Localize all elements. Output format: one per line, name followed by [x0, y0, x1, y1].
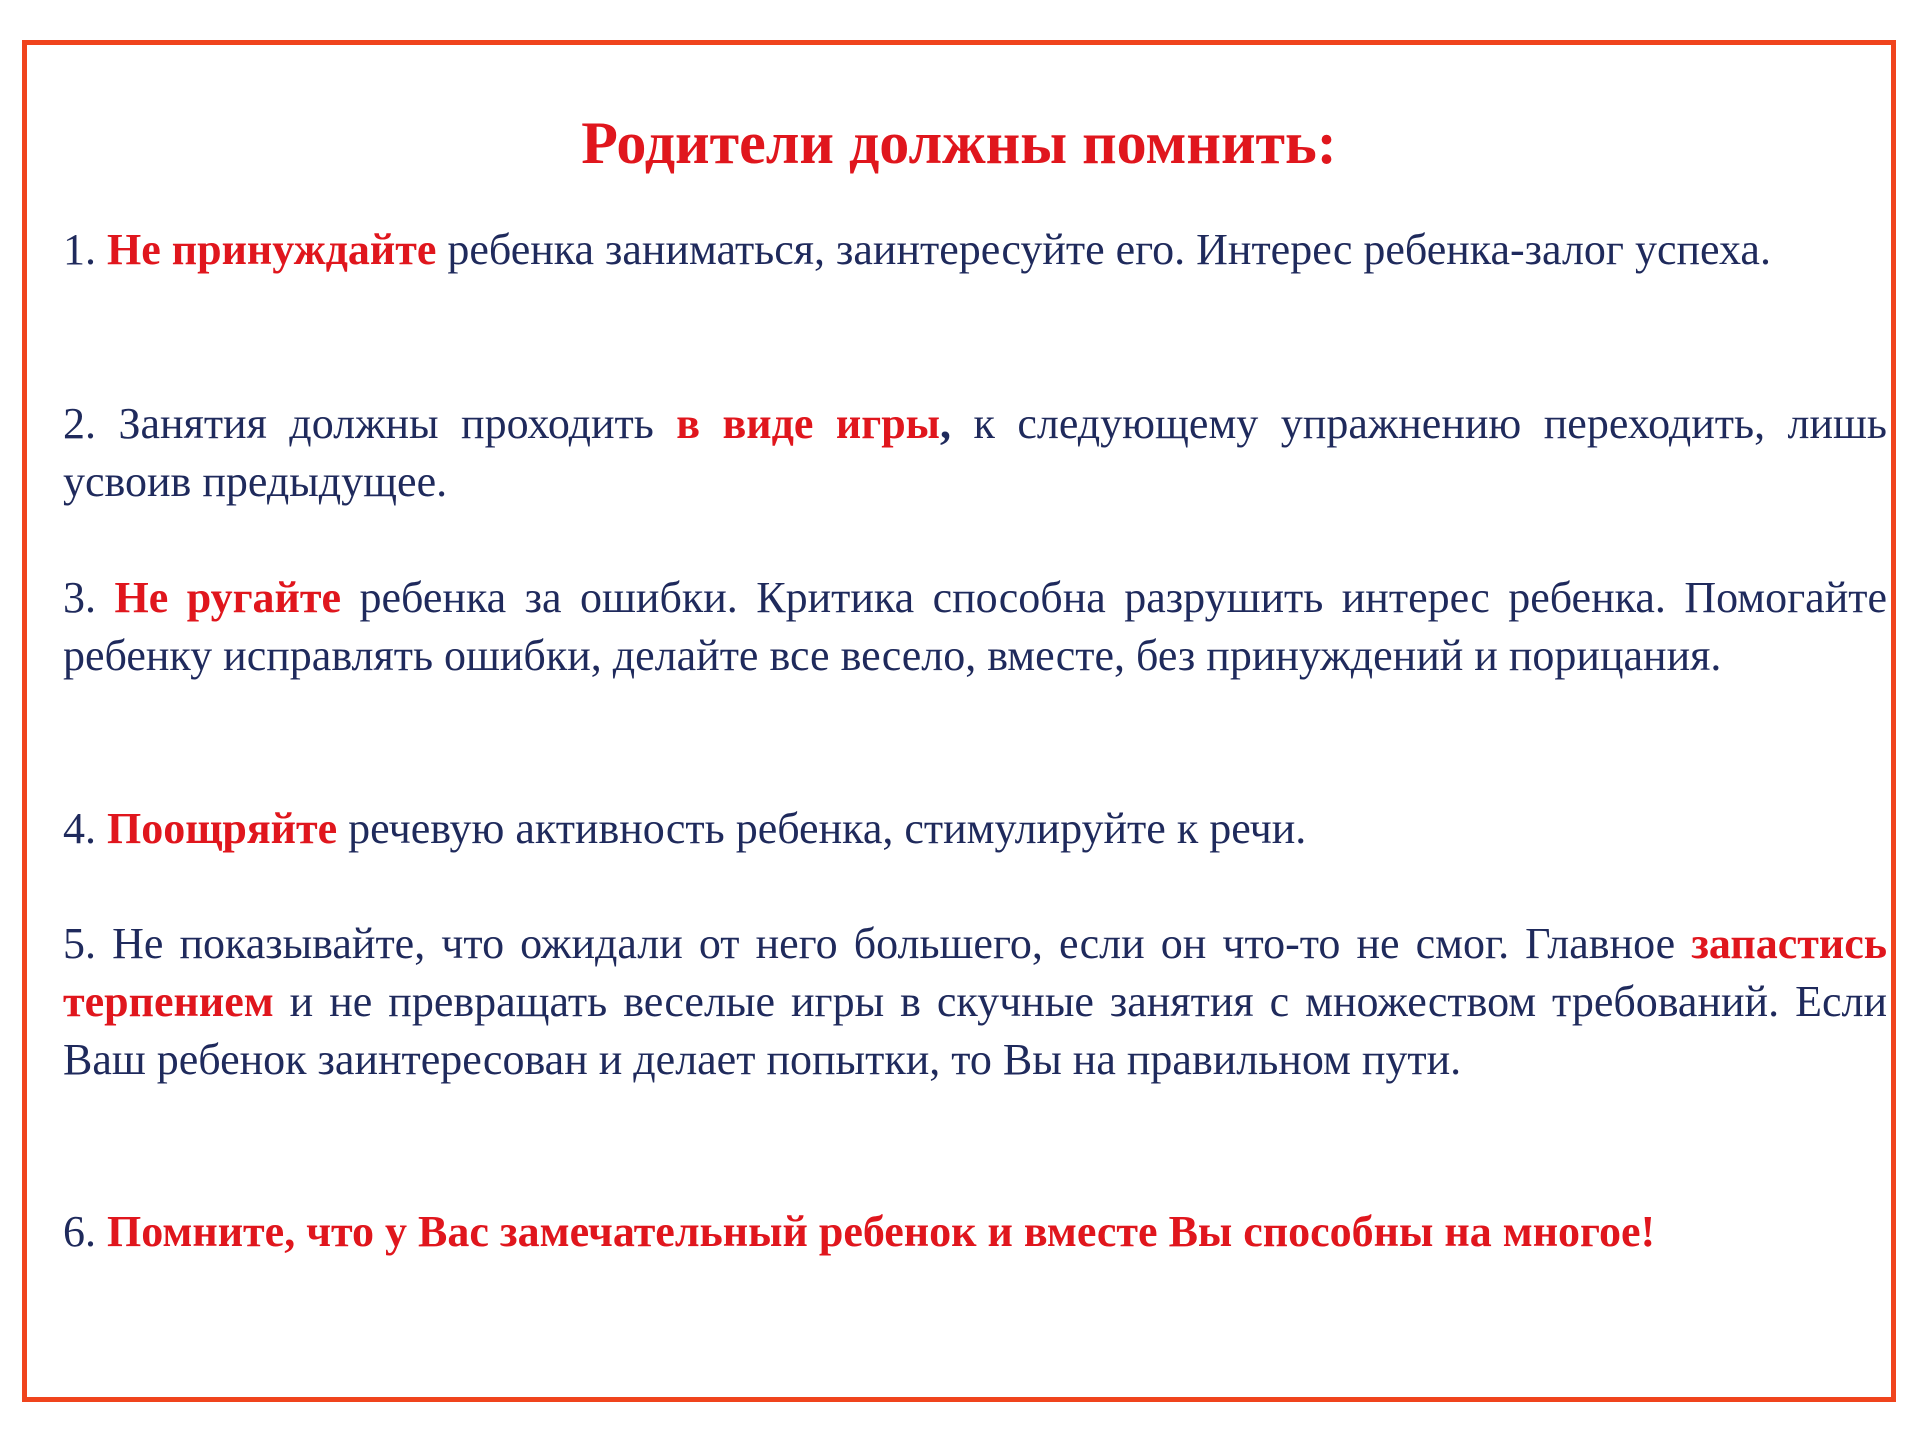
item-number: 5. [63, 919, 96, 968]
item-text: ребенка за ошибки. Критика способна разрушить интерес ребенка. Помогайте ребенку исправлять ошибки, делайте все весело, вместе, без принуждений и порицания. [63, 573, 1888, 680]
advice-item-2 [63, 395, 1887, 511]
item-text-before: Не показывайте, что ожидали от него большего, если он что-то не смог. Главное [96, 919, 1692, 968]
item-number: 1. [63, 225, 96, 274]
advice-item-6 [63, 1203, 1887, 1261]
item-text: ребенка заниматься, заинтересуйте его. Интерес ребенка-залог успеха. [436, 225, 1771, 274]
advice-item-3 [63, 569, 1887, 685]
advice-item-4 [63, 800, 1887, 858]
item-text: речевую активность ребенка, стимулируйте к речи. [337, 804, 1307, 853]
advice-item-5 [63, 915, 1887, 1089]
item-number: 4. [63, 804, 96, 853]
item-text: к следующему упражнению переходить, лишь усвоив предыдущее. [63, 399, 1887, 506]
item-text: и не превращать веселые игры в скучные занятия с множеством требований. Если Ваш ребенок заинтересован и делает попытки, то Вы на правильном пути. [63, 977, 1887, 1084]
page-title: Родители должны помнить: [581, 110, 1337, 176]
item-highlight: в виде игры [676, 399, 941, 448]
item-number: 2. [63, 399, 96, 448]
item-comma: , [940, 399, 952, 448]
item-number: 3. [63, 573, 96, 622]
item-highlight: запастись терпением [63, 919, 1887, 1026]
item-highlight: Помните, что у Вас замечательный ребенок и вместе Вы способны на многое! [107, 1207, 1656, 1256]
item-number: 6. [63, 1207, 96, 1256]
item-highlight: Не принуждайте [107, 225, 437, 274]
item-highlight: Поощряйте [107, 804, 338, 853]
advice-item-1 [63, 221, 1887, 279]
memo-frame [22, 40, 1896, 1402]
item-text-before: Занятия должны проходить [96, 399, 677, 448]
item-highlight: Не ругайте [114, 573, 342, 622]
